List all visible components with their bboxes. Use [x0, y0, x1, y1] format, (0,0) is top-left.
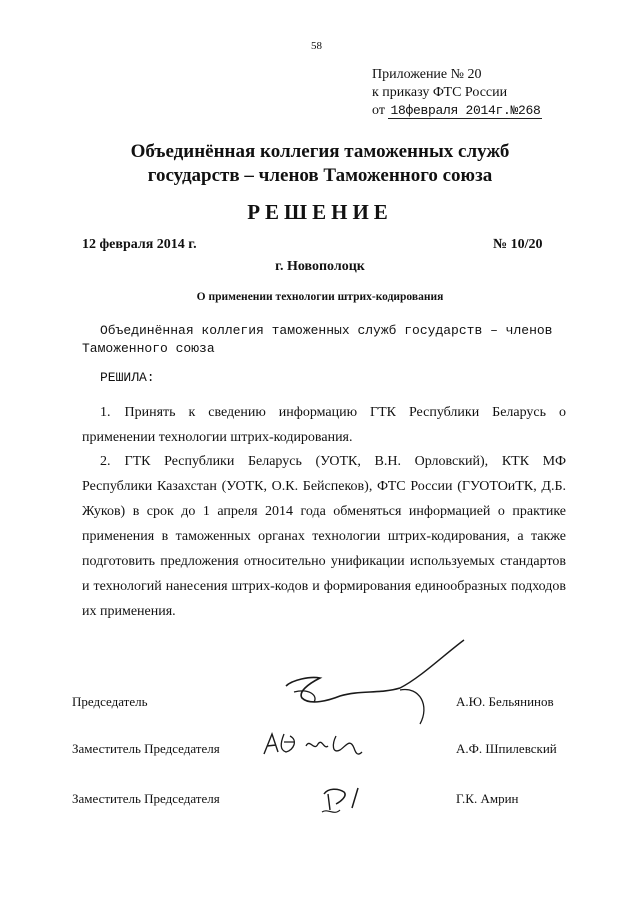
signatory-title-2: Заместитель Председателя	[72, 741, 220, 756]
annex-handwritten-date: 18февраля 2014г.№268	[390, 103, 541, 118]
resolution-item-2: 2. ГТК Республики Беларусь (УОТК, В.Н. Орловский), КТК МФ Республики Казахстан (УОТК, О.К. Бейспеков), ФТС России (ГУОТОиТК, Д.Б. Жуков) в срок до 1 апреля 2014 года обменяться информацией о практике применения в таможенных органах технологии штрих-кодирования, а также подготовить предложения относительно унификации используемых стандартов и технологий нанесения штрих-кодов и формирования единообразных подходов их применения.	[82, 454, 566, 619]
organization-title	[0, 140, 640, 188]
signature-chairman	[270, 636, 470, 726]
page-number: 58	[311, 40, 322, 52]
annex-line-1: Приложение № 20	[372, 67, 482, 82]
decision-date: 12 февраля 2014 г.	[82, 237, 197, 252]
annex-date-prefix: от	[372, 103, 385, 118]
document-type-heading: РЕШЕНИЕ	[247, 200, 393, 224]
signature-deputy-1	[258, 728, 368, 760]
resolved-heading: РЕШИЛА:	[100, 370, 155, 385]
signatory-name-1: А.Ю. Бельянинов	[456, 694, 554, 709]
annex-block	[372, 66, 542, 120]
annex-line-3	[372, 102, 542, 120]
signatory-title-3: Заместитель Председателя	[72, 791, 220, 806]
resolution-item-1: 1. Принять к сведению информацию ГТК Республики Беларусь о применении технологии штрих-кодирования.	[82, 405, 566, 445]
signatory-name-2: А.Ф. Шпилевский	[456, 741, 557, 756]
annex-line-2: к приказу ФТС России	[372, 85, 508, 100]
intro-paragraph: Объединённая коллегия таможенных служб государств – членов Таможенного союза	[82, 323, 553, 356]
signatory-name-3: Г.К. Амрин	[456, 791, 519, 806]
decision-subject: О применении технологии штрих-кодирования	[196, 291, 444, 303]
organization-title-line-2: государств – членов Таможенного союза	[147, 165, 493, 186]
decision-number: № 10/20	[493, 237, 543, 252]
organization-title-line-1: Объединённая коллегия таможенных служб	[130, 141, 510, 162]
signature-deputy-2	[314, 780, 374, 820]
signatory-title-1: Председатель	[72, 694, 148, 709]
decision-city: г. Новополоцк	[275, 259, 365, 274]
